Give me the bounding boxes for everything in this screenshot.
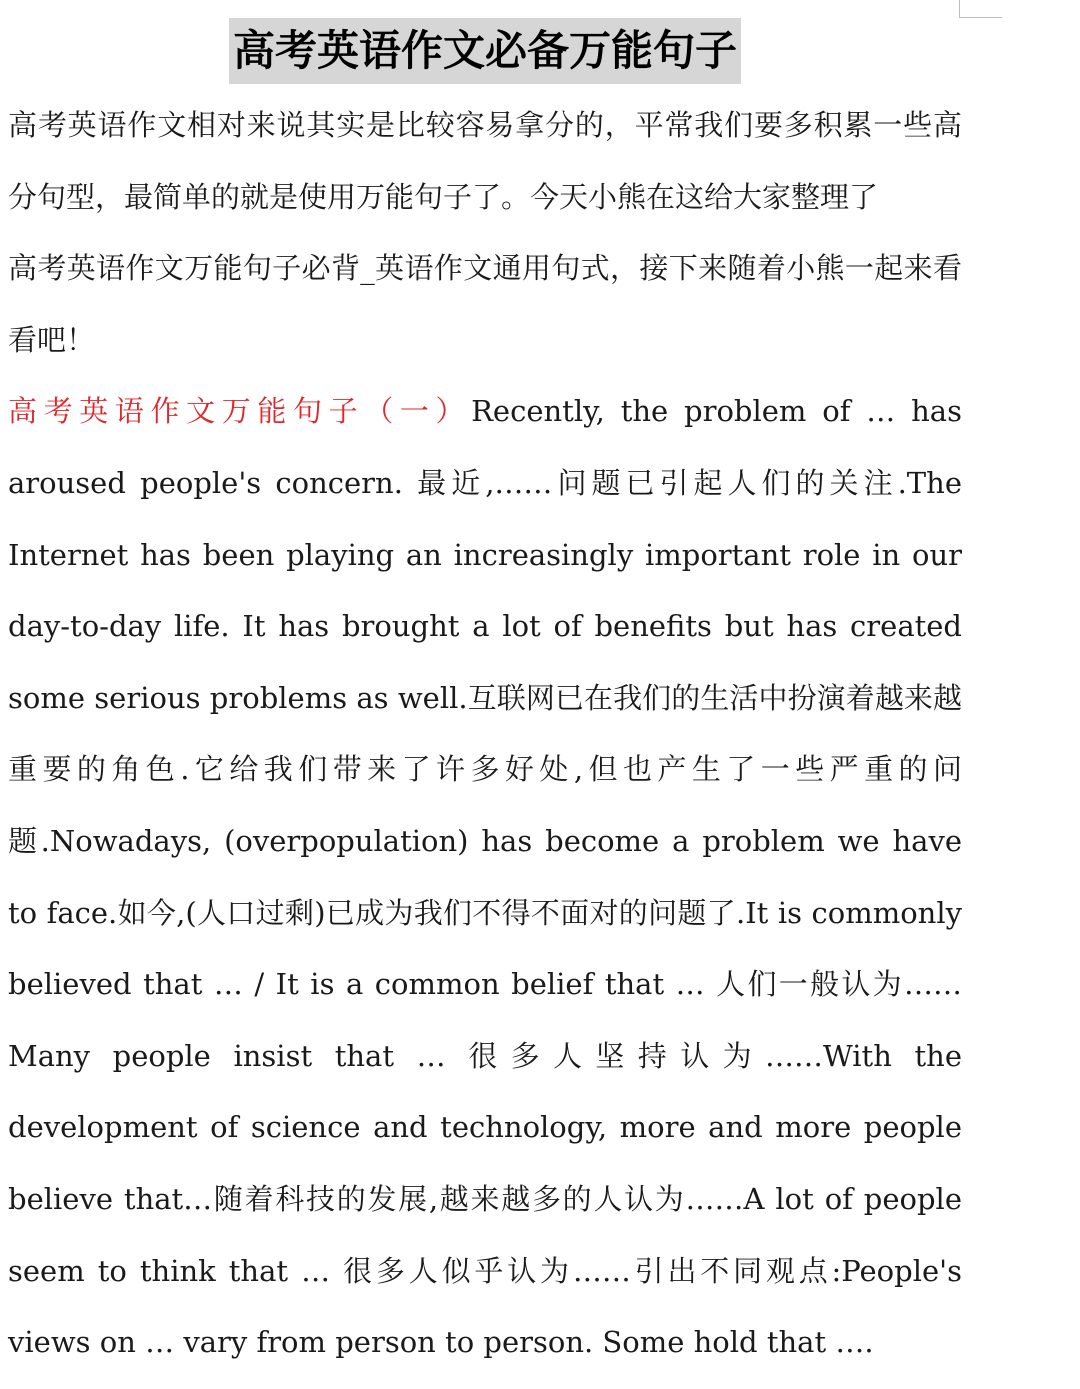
section-paragraph — [8, 376, 962, 1378]
title-container — [0, 18, 1080, 84]
intro-paragraph-2: 高考英语作文万能句子必背_英语作文通用句式，接下来随着小熊一起来看看吧！ — [8, 251, 962, 357]
section-heading: 高考英语作文万能句子（一） — [8, 394, 472, 429]
intro-paragraph: 高考英语作文相对来说其实是比较容易拿分的，平常我们要多积累一些高分句型，最简单的就是使用万能句子了。今天小熊在这给大家整理了 — [8, 108, 962, 214]
section-body: Recently, the problem of … has aroused people's concern. 最近,……问题已引起人们的关注.The Internet has been playing an increasingly important role in our day-to-day life. It has brought a lot of benefits but has created some serious problems as well.互联网已在我们的生活中扮演着越来越重要的角色.它给我们带来了许多好处,但也产生了一些严重的问题.Nowadays, (overpopulation) has become a problem we have to face.如今,(人口过剩)已成为我们不得不面对的问题了.It is commonly believed that … / It is a common belief that … 人们一般认为……Many people insist that … 很多人坚持认为……With the development of science and technology, more and more people believe that…随着科技的发展,越来越多的人认为……A lot of people seem to think that … 很多人似乎认为……引出不同观点:People's views on … vary from person to person. Some hold that …. — [8, 394, 962, 1360]
document-title: 高考英语作文必备万能句子 — [229, 18, 741, 84]
page-corner-mark — [959, 0, 1002, 18]
document-body — [8, 90, 962, 1379]
